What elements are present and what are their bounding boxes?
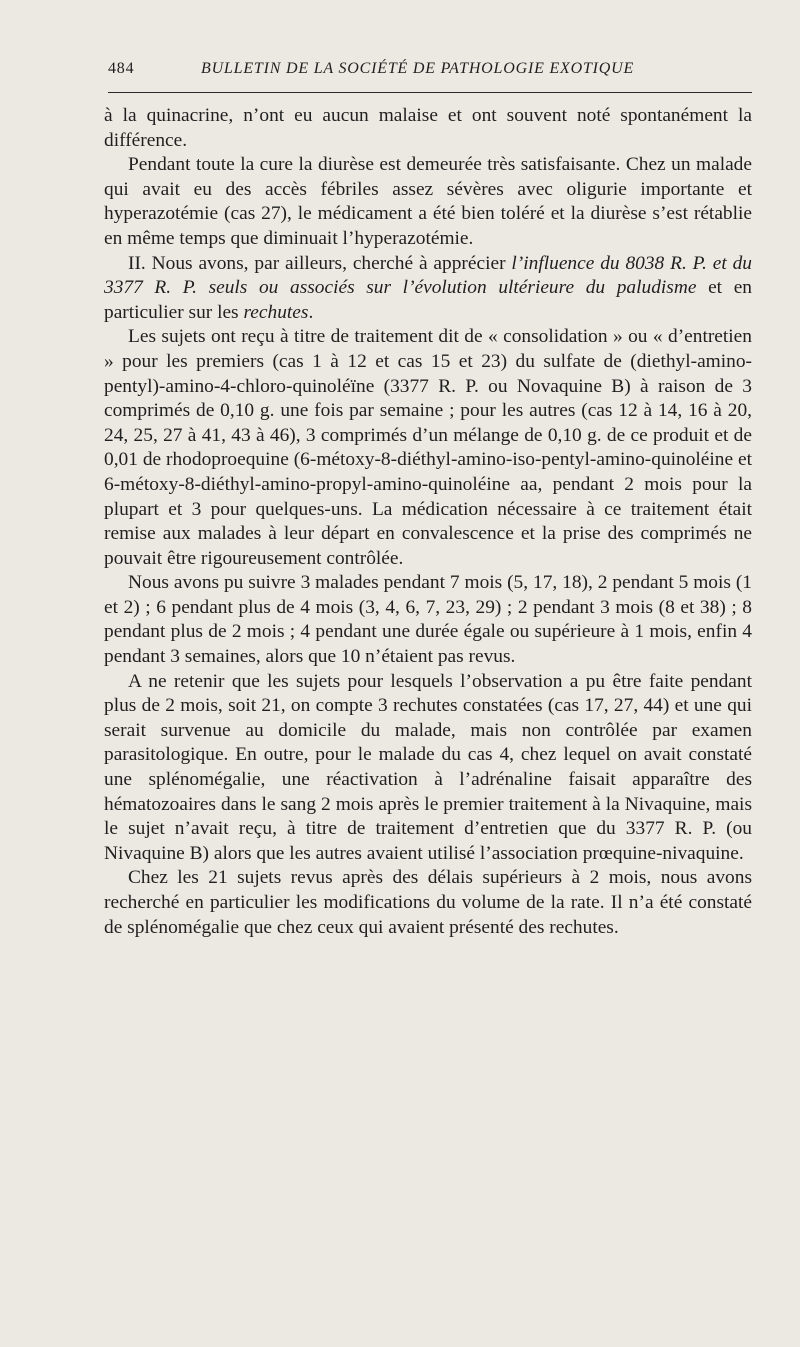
paragraph-1: à la quinacrine, n’ont eu aucun malaise et ont souvent noté spontanément la différence. (104, 105, 752, 151)
paragraph-4: Les sujets ont reçu à titre de traitement dit de « consolidation » ou « d’entretien » pour les premiers (cas 1 à 12 et cas 15 et 23) du sulfate de (diethyl-amino-pentyl)-amino-4-chloro-quinoléïne (3377 R. P. ou Novaquine B) à raison de 3 comprimés de 0,10 g. une fois par semaine ; pour les autres (cas 12 à 14, 16 à 20, 24, 25, 27 à 41, 43 à 46), 3 comprimés d’un mélange de 0,10 g. de ce produit et de 0,01 de rhodoproequine (6-métoxy-8-diéthyl-amino-iso-pentyl-amino-quinoléine et 6-métoxy-8-diéthyl-amino-propyl-amino-quinoléine aa, pendant 2 mois pour la plupart et 3 pour quelques-uns. La médication nécessaire à ce traitement était remise aux malades à leur départ en convalescence et la prise des comprimés ne pouvait être rigoureusement contrôlée. (104, 326, 752, 569)
paragraph-2: Pendant toute la cure la diurèse est demeurée très satisfaisante. Chez un malade qui avait eu des accès fébriles assez sévères avec oligurie importante et hyperazotémie (cas 27), le médicament a été bien toléré et la diurèse s’est rétablie en même temps que diminuait l’hyperazotémie. (104, 154, 752, 249)
page-number: 484 (108, 60, 135, 77)
paragraph-3-start: II. Nous avons, par ailleurs, cherché à apprécier (128, 252, 512, 274)
paragraph-3-italic-2: rechutes (243, 301, 309, 323)
paragraph-3 (104, 252, 752, 326)
body-text (104, 104, 752, 940)
paragraph-3-italic: l’influence du 8038 R. P. et du 3377 R. P. seuls ou associés sur l’évolution ultérieure du paludisme (104, 252, 752, 299)
paragraph-3-end: . (308, 301, 314, 323)
paragraph-7: Chez les 21 sujets revus après des délais supérieurs à 2 mois, nous avons recherché en particulier les modifications du volume de la rate. Il n’a été constaté de splénomégalie que chez ceux qui avaient présenté des rechutes. (104, 867, 752, 938)
paragraph-3-mid: et en particulier sur les (104, 277, 752, 323)
paragraph-5: Nous avons pu suivre 3 malades pendant 7 mois (5, 17, 18), 2 pendant 5 mois (1 et 2) ; 6 pendant plus de 4 mois (3, 4, 6, 7, 23, 29) ; 2 pendant 3 mois (8 et 38) ; 8 pendant plus de 2 mois ; 4 pendant une durée égale ou supérieure à 1 mois, enfin 4 pendant 3 semaines, alors que 10 n’étaient pas revus. (104, 572, 752, 668)
journal-title: BULLETIN DE LA SOCIÉTÉ DE PATHOLOGIE EXOTIQUE (201, 60, 635, 77)
header-rule (108, 92, 752, 93)
paragraph-6: A ne retenir que les sujets pour lesquels l’observation a pu être faite pendant plus de 2 mois, soit 21, on compte 3 rechutes constatées (cas 17, 27, 44) et une qui serait survenue au domicile du malade, mais non contrôlée par examen parasitologique. En outre, pour le malade du cas 4, chez lequel on avait constaté une splénomégalie, une réactivation à l’adrénaline faisait apparaître des hématozoaires dans le sang 2 mois après le premier traitement à la Nivaquine, mais le sujet n’avait reçu, à titre de traitement d’entretien que du 3377 R. P. (ou Nivaquine B) alors que les autres avaient utilisé l’association prœquine-nivaquine. (104, 670, 752, 864)
